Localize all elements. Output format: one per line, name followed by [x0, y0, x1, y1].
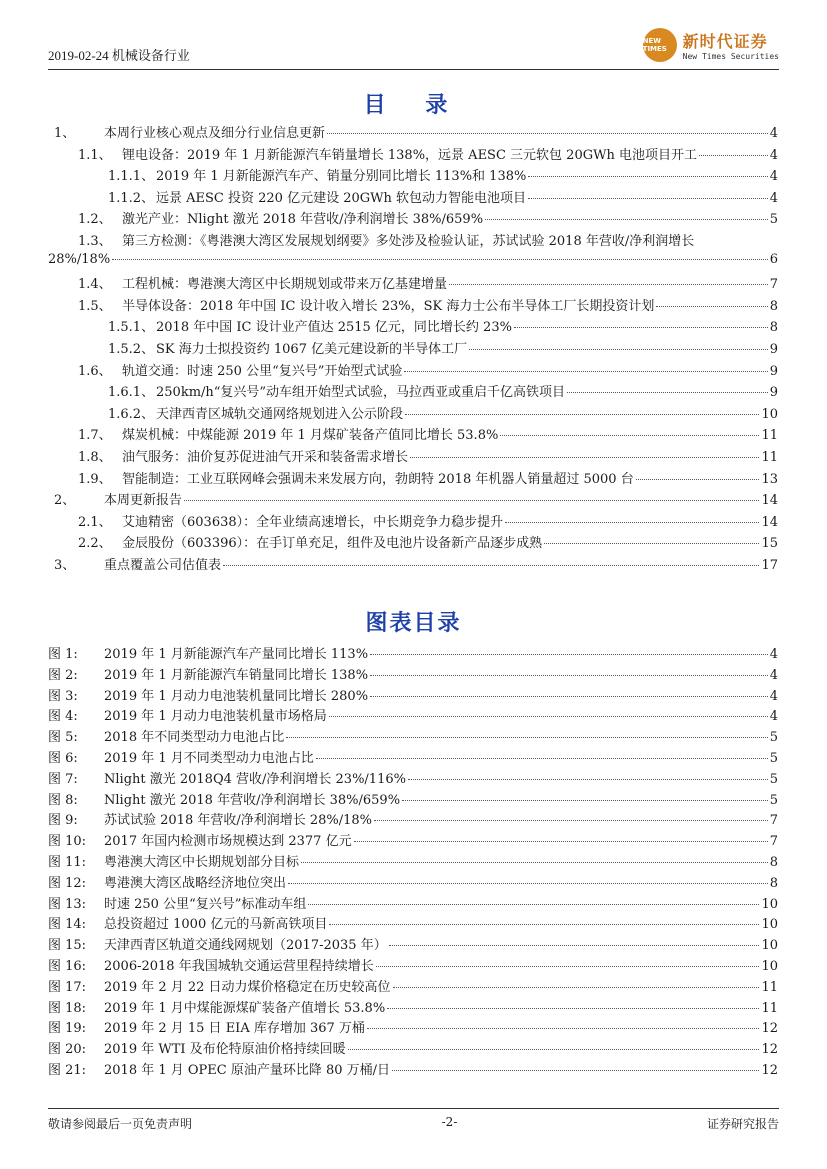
toc-entry[interactable]: 1.6.1、 250km/h“复兴号”动车组开始型式试验，马拉西亚或重启千亿高铁项目 9	[108, 385, 778, 401]
toc-entry[interactable]: 1、 本周行业核心观点及细分行业信息更新 4	[54, 126, 778, 141]
toc-entry[interactable]: 1.1.2、 远景 AESC 投资 220 亿元建设 20GWh 软包动力智能电池项目 4	[108, 190, 778, 206]
toc-entry[interactable]: 2.1、 艾迪精密（603638）：全年业绩高速增长，中长期竞争力稳步提升 14	[78, 514, 778, 530]
figure-entry[interactable]: 图 13: 时速 250 公里“复兴号”标准动车组 10	[48, 896, 778, 912]
figure-entry[interactable]: 图 16: 2006-2018 年我国城轨交通运营里程持续增长 10	[48, 958, 778, 974]
figure-entry[interactable]: 图 2: 2019 年 1 月新能源汽车销量同比增长 138% 4	[48, 667, 778, 683]
figure-entry[interactable]: 图 9: 苏试试验 2018 年营收/净利润增长 28%/18% 7	[48, 813, 778, 829]
figure-entry[interactable]: 图 21: 2018 年 1 月 OPEC 原油产量环比降 80 万桶/日 12	[48, 1062, 778, 1078]
figure-entry[interactable]: 图 18: 2019 年 1 月中煤能源煤矿装备产值增长 53.8% 11	[48, 1000, 778, 1016]
toc-entry[interactable]: 1.5.2、 SK 海力士拟投资约 1067 亿美元建设新的半导体工厂 9	[108, 341, 778, 357]
toc-entry[interactable]: 1.5.1、 2018 年中国 IC 设计业产值达 2515 亿元，同比增长约 23% 8	[108, 320, 778, 336]
toc-entry[interactable]: 1.3、 第三方检测：《粤港澳大湾区发展规划纲要》多处涉及检验认证，苏试试验 2018 年营收/净利润增长	[78, 233, 695, 249]
toc-entry[interactable]: 1.6、 轨道交通：时速 250 公里“复兴号”开始型式试验 9	[78, 363, 778, 379]
toc-entry[interactable]: 1.1.1、 2019 年 1 月新能源汽车产、销量分别同比增长 113%和 138% 4	[108, 169, 778, 185]
figure-entry[interactable]: 图 8: Nlight 激光 2018 年营收/净利润增长 38%/659% 5	[48, 792, 778, 808]
toc-entry[interactable]: 2.2、 金辰股份（603396）：在手订单充足，组件及电池片设备新产品逐步成熟 15	[78, 536, 778, 552]
toc-entry[interactable]: 1.5、 半导体设备：2018 年中国 IC 设计收入增长 23%，SK 海力士公布半导体工厂长期投资计划 8	[78, 298, 778, 314]
page-header	[48, 26, 779, 70]
figure-entry[interactable]: 图 11: 粤港澳大湾区中长期规划部分目标 8	[48, 854, 778, 870]
figure-entry[interactable]: 图 4: 2019 年 1 月动力电池装机量市场格局 4	[48, 709, 778, 725]
figures-title: 图表目录	[365, 611, 462, 636]
table-of-contents	[48, 122, 778, 575]
header-date-title: 2019-02-24 机械设备行业	[48, 48, 190, 63]
logo-chinese-name: 新时代证券	[682, 32, 768, 51]
toc-entry[interactable]: 1.7、 煤炭机械：中煤能源 2019 年 1 月煤矿装备产值同比增长 53.8% 11	[78, 428, 778, 444]
figure-entry[interactable]: 图 17: 2019 年 2 月 22 日动力煤价格稳定在历史较高位 11	[48, 979, 778, 995]
logo-english-name: New Times Securities	[682, 52, 779, 61]
figure-entry[interactable]: 图 10: 2017 年国内检测市场规模达到 2377 亿元 7	[48, 834, 778, 850]
toc-entry[interactable]: 1.1、 锂电设备：2019 年 1 月新能源汽车销量增长 138%，远景 AESC 三元软包 20GWh 电池项目开工 4	[78, 147, 778, 163]
figure-list	[48, 643, 778, 1080]
figure-entry[interactable]: 图 1: 2019 年 1 月新能源汽车产量同比增长 113% 4	[48, 647, 778, 662]
footer-divider	[48, 1108, 779, 1109]
figure-entry[interactable]: 图 19: 2019 年 2 月 15 日 EIA 库存增加 367 万桶 12	[48, 1021, 778, 1037]
toc-entry[interactable]: 1.4、 工程机械：粤港澳大湾区中长期规划或带来万亿基建增量 7	[78, 277, 778, 293]
toc-entry[interactable]: 1.9、 智能制造：工业互联网峰会强调未来发展方向，勃朗特 2018 年机器人销量超过 5000 台 13	[78, 471, 778, 487]
figure-entry[interactable]: 图 7: Nlight 激光 2018Q4 营收/净利润增长 23%/116% 5	[48, 771, 778, 787]
figure-entry[interactable]: 图 3: 2019 年 1 月动力电池装机量同比增长 280% 4	[48, 688, 778, 704]
header-divider	[48, 69, 779, 70]
toc-entry-continuation[interactable]: 28%/18% 6	[48, 251, 778, 267]
toc-entry[interactable]: 1.2、 激光产业：Nlight 激光 2018 年营收/净利润增长 38%/659% 5	[78, 212, 778, 228]
figure-entry[interactable]: 图 20: 2019 年 WTI 及布伦特原油价格持续回暖 12	[48, 1042, 778, 1058]
company-logo	[643, 26, 779, 64]
toc-entry[interactable]: 2、 本周更新报告 14	[54, 493, 778, 509]
figure-entry[interactable]: 图 15: 天津西青区轨道交通线网规划（2017-2035 年） 10	[48, 938, 778, 954]
page-footer	[48, 1108, 779, 1132]
footer-report-type: 证券研究报告	[706, 1117, 779, 1131]
toc-entry[interactable]: 1.6.2、 天津西青区城轨交通网络规划进入公示阶段 10	[108, 406, 778, 422]
figure-entry[interactable]: 图 12: 粤港澳大湾区战略经济地位突出 8	[48, 875, 778, 891]
toc-title: 目 录	[363, 93, 464, 118]
figure-entry[interactable]: 图 5: 2018 年不同类型动力电池占比 5	[48, 730, 778, 746]
footer-disclaimer: 敬请参阅最后一页免责声明	[48, 1117, 193, 1131]
logo-mark-icon: NEW TIMES	[643, 28, 677, 62]
toc-entry[interactable]: 3、 重点覆盖公司估值表 17	[54, 557, 778, 573]
page-number: -2-	[441, 1115, 458, 1129]
figure-entry[interactable]: 图 6: 2019 年 1 月不同类型动力电池占比 5	[48, 750, 778, 766]
toc-entry[interactable]: 1.8、 油气服务：油价复苏促进油气开采和装备需求增长 11	[78, 449, 778, 465]
figure-entry[interactable]: 图 14: 总投资超过 1000 亿元的马新高铁项目 10	[48, 917, 778, 933]
